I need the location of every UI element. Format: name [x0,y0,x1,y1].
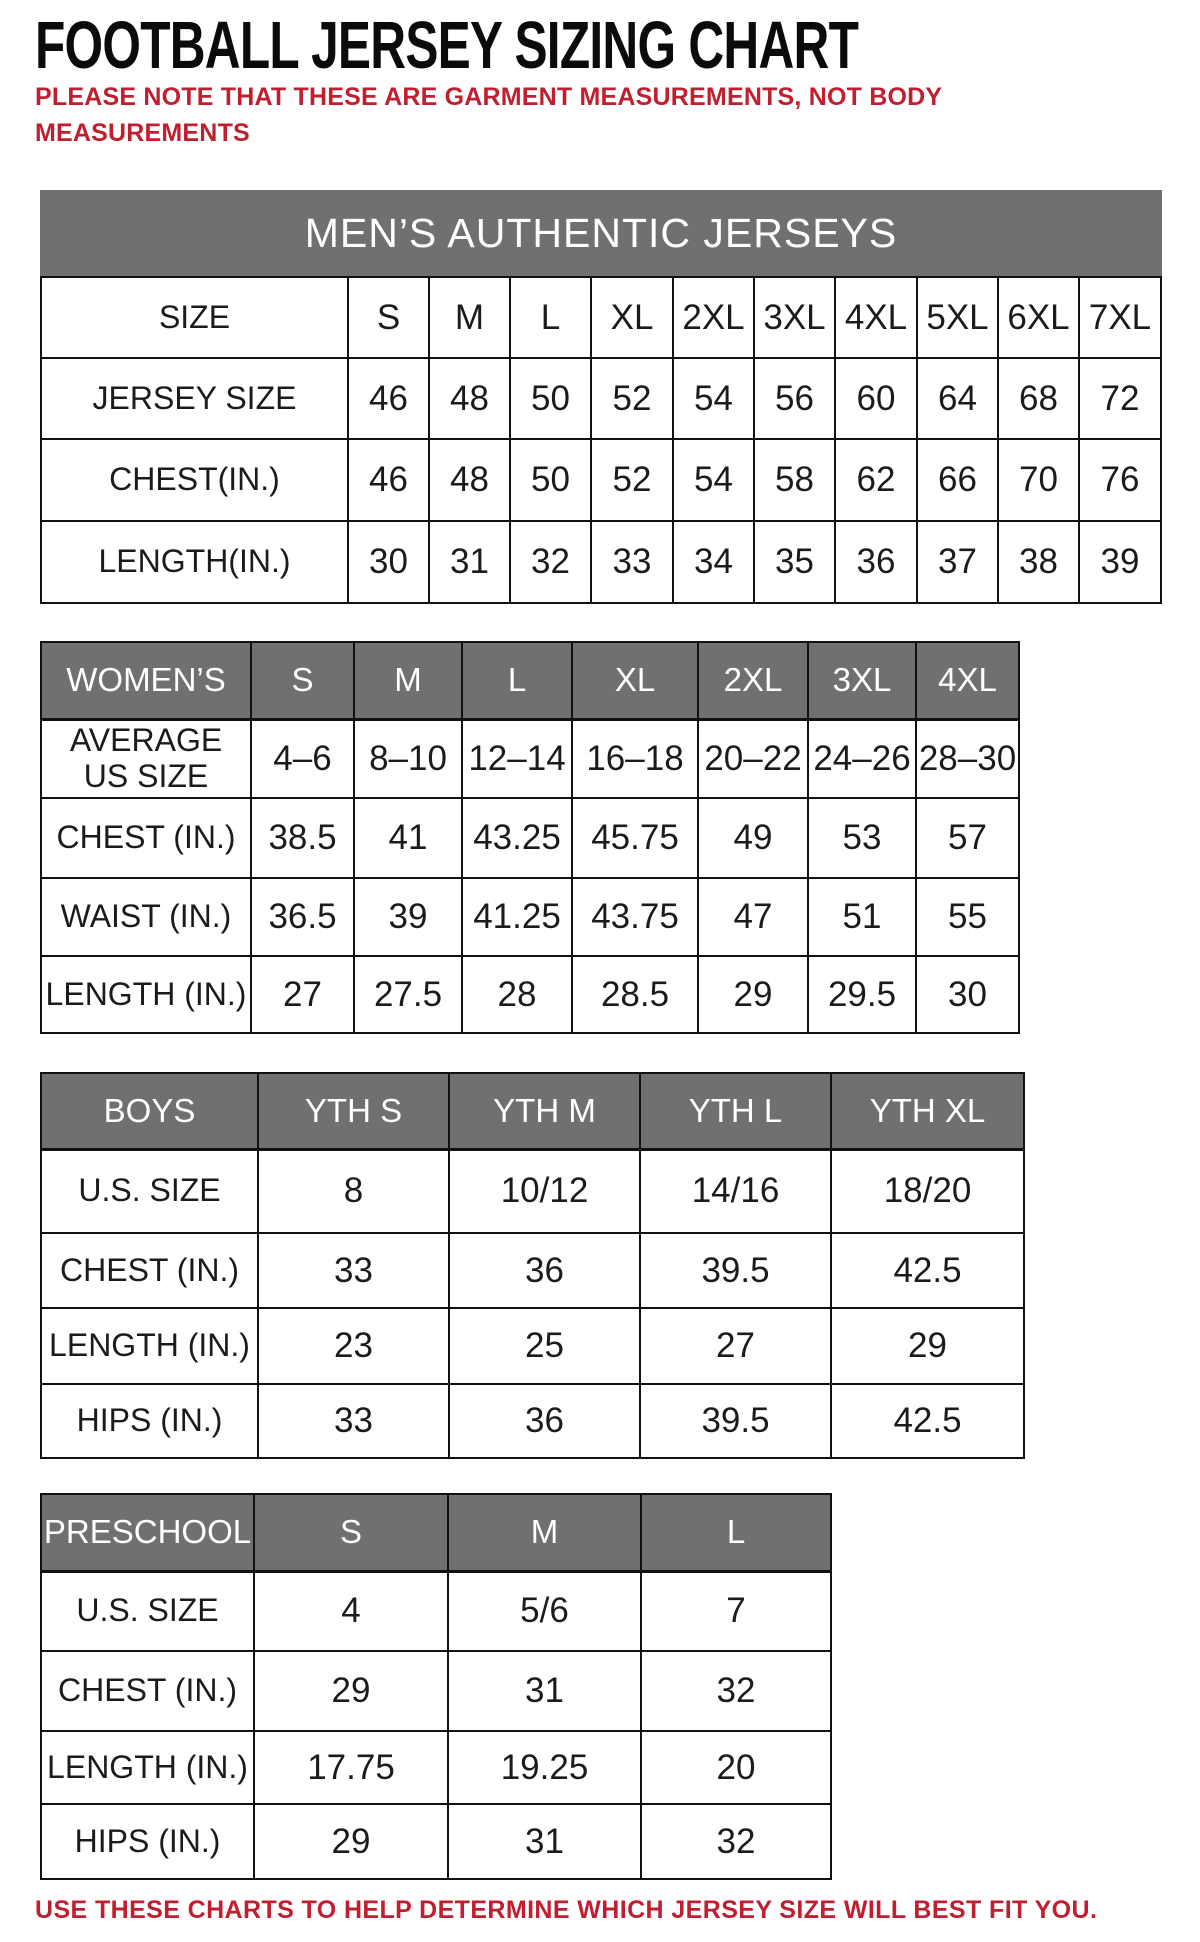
preschool-value-cell: 17.75 [255,1732,447,1803]
mens-authentic-jerseys-value-cell: 4XL [836,278,916,357]
label-line: US SIZE [83,757,209,794]
mens-authentic-jerseys-value-cell: 48 [430,440,509,520]
page-title [35,8,1147,83]
preschool-value-cell: 7 [642,1572,830,1650]
womens-value-cell: 20–22 [699,720,807,797]
preschool-value-cell: 4 [255,1572,447,1650]
boys-value-cell: 33 [259,1234,448,1307]
womens-column-header: 3XL [809,643,915,718]
boys-value-cell: 27 [641,1309,830,1383]
preschool-header-label: PRESCHOOL [42,1495,253,1570]
womens-column-header: M [355,643,461,718]
mens-authentic-jerseys-value-cell: 7XL [1080,278,1160,357]
mens-authentic-jerseys-value-cell: 36 [836,522,916,602]
mens-authentic-jerseys-title-bar: MEN’S AUTHENTIC JERSEYS [40,190,1162,276]
preschool-column-header: L [642,1495,830,1570]
womens-value-cell: 41.25 [463,879,571,955]
womens-value-cell: 8–10 [355,720,461,797]
mens-authentic-jerseys-value-cell: M [430,278,509,357]
womens-row-label: LENGTH (IN.) [42,957,250,1032]
preschool-row-label: U.S. SIZE [42,1572,253,1650]
mens-authentic-jerseys-row-label: SIZE [42,278,347,357]
boys-value-cell: 25 [450,1309,639,1383]
boys-value-cell: 23 [259,1309,448,1383]
womens-value-cell: 43.25 [463,799,571,877]
boys-column-header: YTH L [641,1074,830,1148]
womens-value-cell: 12–14 [463,720,571,797]
womens-header-label: WOMEN’S [42,643,250,718]
mens-authentic-jerseys-value-cell: 68 [999,359,1078,438]
mens-authentic-jerseys-row-label: LENGTH(IN.) [42,522,347,602]
boys-value-cell: 36 [450,1385,639,1457]
boys-value-cell: 33 [259,1385,448,1457]
preschool-value-cell: 31 [449,1805,640,1878]
womens-value-cell: 36.5 [252,879,353,955]
preschool-value-cell: 29 [255,1652,447,1730]
womens-value-cell: 28 [463,957,571,1032]
mens-authentic-jerseys-value-cell: 31 [430,522,509,602]
womens-value-cell: 53 [809,799,915,877]
mens-authentic-jerseys-value-cell: 30 [349,522,428,602]
preschool-value-cell: 20 [642,1732,830,1803]
mens-authentic-jerseys-value-cell: 37 [918,522,997,602]
mens-authentic-jerseys-value-cell: 5XL [918,278,997,357]
womens-column-header: L [463,643,571,718]
boys-value-cell: 39.5 [641,1385,830,1457]
mens-authentic-jerseys-value-cell: 54 [674,440,753,520]
mens-authentic-jerseys-value-cell: 38 [999,522,1078,602]
womens-value-cell: 57 [917,799,1018,877]
mens-authentic-jerseys-value-cell: 56 [755,359,834,438]
womens-value-cell: 45.75 [573,799,697,877]
mens-authentic-jerseys-value-cell: 33 [592,522,672,602]
womens-value-cell: 39 [355,879,461,955]
boys-row-label: CHEST (IN.) [42,1234,257,1307]
mens-authentic-jerseys-value-cell: 50 [511,440,590,520]
mens-authentic-jerseys-value-cell: 60 [836,359,916,438]
boys-value-cell: 14/16 [641,1150,830,1232]
preschool-row-label: LENGTH (IN.) [42,1732,253,1803]
womens-value-cell: 28.5 [573,957,697,1032]
womens-value-cell: 16–18 [573,720,697,797]
mens-authentic-jerseys-value-cell: 32 [511,522,590,602]
boys-column-header: YTH M [450,1074,639,1148]
preschool-value-cell: 31 [449,1652,640,1730]
mens-authentic-jerseys-value-cell: 35 [755,522,834,602]
garment-measurements-note: PLEASE NOTE THAT THESE ARE GARMENT MEASUREMENTS, NOT BODY MEASUREMENTS [35,83,942,147]
womens-row-label [42,720,250,797]
womens-row-label: CHEST (IN.) [42,799,250,877]
womens-value-cell: 41 [355,799,461,877]
mens-authentic-jerseys-value-cell: 54 [674,359,753,438]
mens-authentic-jerseys-value-cell: S [349,278,428,357]
womens-value-cell: 38.5 [252,799,353,877]
preschool-value-cell: 32 [642,1652,830,1730]
mens-authentic-jerseys-value-cell: 72 [1080,359,1160,438]
preschool-row-label: HIPS (IN.) [42,1805,253,1878]
mens-authentic-jerseys-row-label: CHEST(IN.) [42,440,347,520]
womens-column-header: 2XL [699,643,807,718]
womens-value-cell: 29.5 [809,957,915,1032]
womens-value-cell: 27 [252,957,353,1032]
boys-row-label: HIPS (IN.) [42,1385,257,1457]
mens-authentic-jerseys-value-cell: 62 [836,440,916,520]
boys-row-label: LENGTH (IN.) [42,1309,257,1383]
mens-authentic-jerseys-value-cell: 50 [511,359,590,438]
womens-value-cell: 49 [699,799,807,877]
boys-column-header: YTH XL [832,1074,1023,1148]
preschool-value-cell: 29 [255,1805,447,1878]
mens-authentic-jerseys-value-cell: 64 [918,359,997,438]
boys-table [40,1072,1025,1459]
preschool-value-cell: 19.25 [449,1732,640,1803]
mens-authentic-jerseys-value-cell: 48 [430,359,509,438]
womens-value-cell: 29 [699,957,807,1032]
footer-note: USE THESE CHARTS TO HELP DETERMINE WHICH JERSEY SIZE WILL BEST FIT YOU. [35,1896,1098,1924]
boys-value-cell: 18/20 [832,1150,1023,1232]
mens-authentic-jerseys-value-cell: 70 [999,440,1078,520]
womens-value-cell: 43.75 [573,879,697,955]
preschool-column-header: M [449,1495,640,1570]
mens-authentic-jerseys-value-cell: 46 [349,359,428,438]
womens-column-header: S [252,643,353,718]
boys-value-cell: 42.5 [832,1234,1023,1307]
womens-value-cell: 30 [917,957,1018,1032]
mens-authentic-jerseys-value-cell: 52 [592,440,672,520]
mens-authentic-jerseys-value-cell: 46 [349,440,428,520]
boys-value-cell: 8 [259,1150,448,1232]
page-title-text: FOOTBALL JERSEY SIZING CHART [35,8,859,83]
mens-authentic-jerseys-value-cell: 3XL [755,278,834,357]
preschool-row-label: CHEST (IN.) [42,1652,253,1730]
boys-header-label: BOYS [42,1074,257,1148]
womens-value-cell: 51 [809,879,915,955]
mens-authentic-jerseys-value-cell: 2XL [674,278,753,357]
boys-value-cell: 39.5 [641,1234,830,1307]
womens-value-cell: 4–6 [252,720,353,797]
mens-authentic-jerseys-table [40,276,1162,604]
womens-table [40,641,1020,1034]
mens-authentic-jerseys-value-cell: 76 [1080,440,1160,520]
womens-value-cell: 47 [699,879,807,955]
preschool-table [40,1493,832,1880]
mens-authentic-jerseys-value-cell: 66 [918,440,997,520]
preschool-column-header: S [255,1495,447,1570]
boys-value-cell: 36 [450,1234,639,1307]
mens-authentic-jerseys-value-cell: 58 [755,440,834,520]
preschool-value-cell: 32 [642,1805,830,1878]
mens-authentic-jerseys-value-cell: 39 [1080,522,1160,602]
womens-value-cell: 55 [917,879,1018,955]
mens-authentic-jerseys-value-cell: 52 [592,359,672,438]
mens-authentic-jerseys-value-cell: L [511,278,590,357]
mens-authentic-jerseys-value-cell: XL [592,278,672,357]
preschool-value-cell: 5/6 [449,1572,640,1650]
mens-authentic-jerseys-value-cell: 6XL [999,278,1078,357]
boys-column-header: YTH S [259,1074,448,1148]
boys-value-cell: 42.5 [832,1385,1023,1457]
womens-value-cell: 27.5 [355,957,461,1032]
boys-row-label: U.S. SIZE [42,1150,257,1232]
mens-authentic-jerseys-value-cell: 34 [674,522,753,602]
boys-value-cell: 10/12 [450,1150,639,1232]
womens-column-header: 4XL [917,643,1018,718]
mens-authentic-jerseys-row-label: JERSEY SIZE [42,359,347,438]
womens-value-cell: 28–30 [917,720,1018,797]
womens-value-cell: 24–26 [809,720,915,797]
boys-value-cell: 29 [832,1309,1023,1383]
womens-row-label: WAIST (IN.) [42,879,250,955]
label-line: AVERAGE [69,721,223,758]
womens-column-header: XL [573,643,697,718]
